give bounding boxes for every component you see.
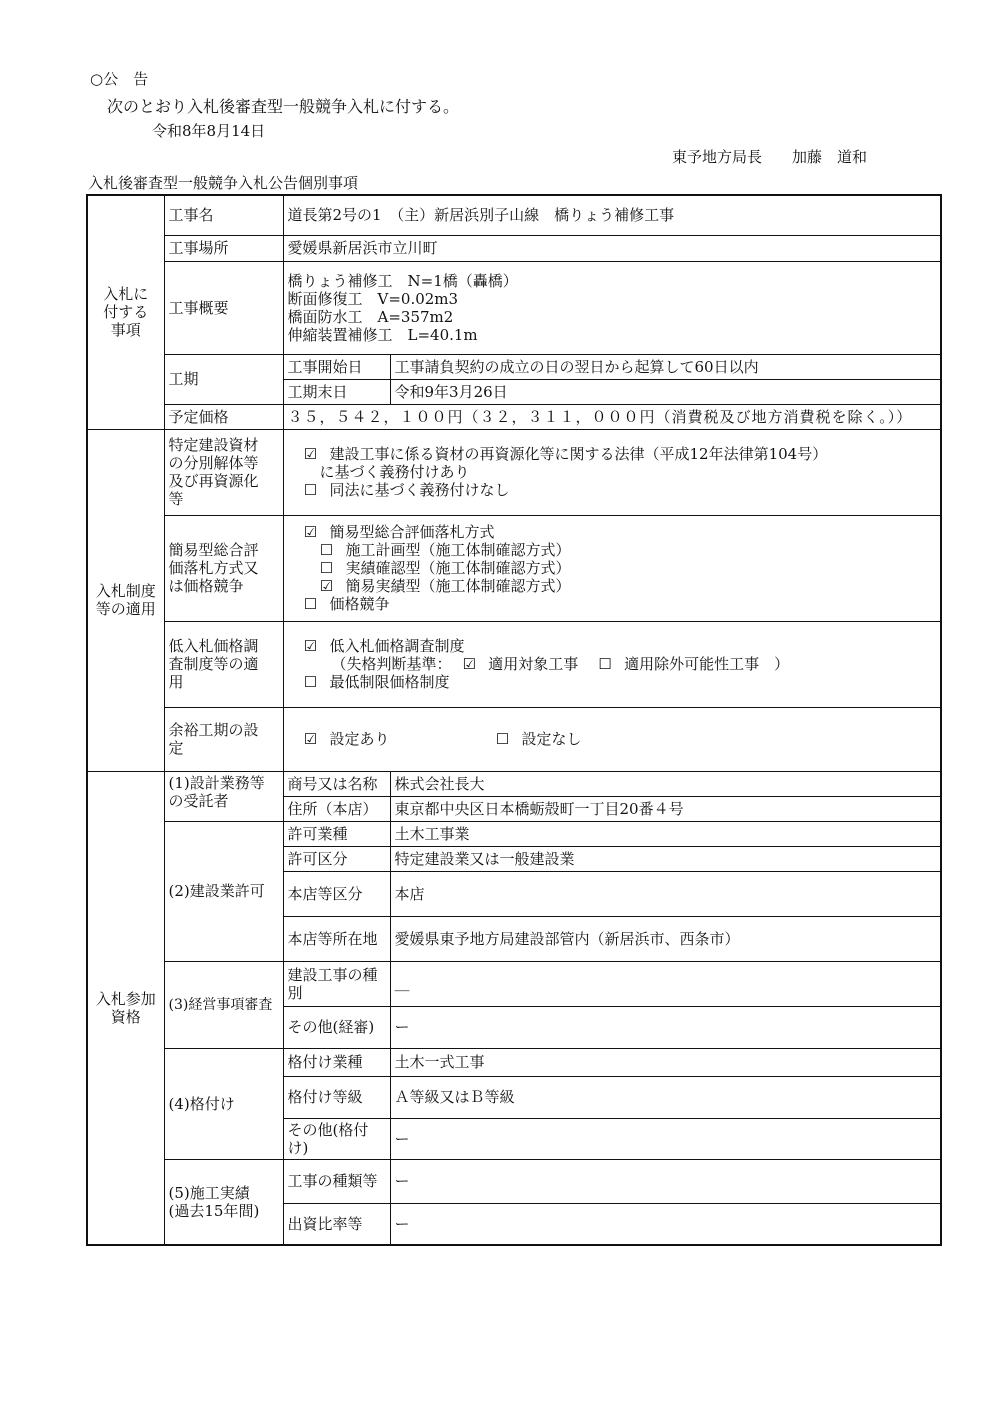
method-sub-1: 施工計画型（施工体制確認方式）	[345, 541, 571, 559]
category-bid-system: 入札制度 等の適用	[87, 429, 164, 771]
rank-type-label: 格付け業種	[283, 1048, 390, 1076]
end-value: 令和9年3月26日	[390, 379, 941, 404]
method-label: 簡易型総合評 価落札方式又 は価格競争	[164, 515, 283, 621]
checkbox-unchecked-icon: ☐	[319, 559, 334, 577]
license-type: 土木工事業	[390, 821, 941, 846]
office-class: 本店	[390, 871, 941, 916]
checkbox-checked-icon: ☑	[462, 655, 477, 673]
method-sub-2: 実績確認型（施工体制確認方式）	[345, 559, 571, 577]
record-ratio: ー	[390, 1203, 941, 1245]
license-type-label: 許可業種	[283, 821, 390, 846]
recycle-label: 特定建設資材 の分別解体等 及び再資源化 等	[164, 429, 283, 515]
checkbox-unchecked-icon: ☐	[495, 730, 510, 748]
work-name-label: 工事名	[164, 195, 283, 235]
license-class: 特定建設業又は一般建設業	[390, 846, 941, 871]
mgmt-label: (3)経営事項審査	[164, 961, 283, 1048]
mgmt-other: ー	[390, 1006, 941, 1048]
trade-name: 株式会社長大	[390, 771, 941, 796]
low-price-option-1: 低入札価格調査制度	[329, 637, 465, 655]
mgmt-type: ＿	[390, 961, 941, 1006]
notice-table	[86, 194, 942, 1246]
notice-mark: ○公 告	[90, 70, 149, 88]
checkbox-unchecked-icon: ☐	[303, 481, 318, 499]
office-location: 愛媛県東予地方局建設部管内（新居浜市、西条市）	[390, 916, 941, 961]
mgmt-other-label: その他(経審)	[283, 1006, 390, 1048]
low-price-options	[283, 621, 941, 707]
start-label: 工事開始日	[283, 354, 390, 379]
spare-option-2: 設定なし	[521, 730, 582, 748]
record-type: ー	[390, 1159, 941, 1203]
license-label: (2)建設業許可	[164, 821, 283, 961]
office-class-label: 本店等区分	[283, 871, 390, 916]
overview-label: 工事概要	[164, 261, 283, 354]
checkbox-checked-icon: ☑	[303, 730, 318, 748]
rank-other-label: その他(格付け)	[283, 1118, 390, 1159]
method-sub-3: 簡易実績型（施工体制確認方式）	[345, 577, 571, 595]
checkbox-unchecked-icon: ☐	[303, 673, 318, 691]
record-label: (5)施工実績 (過去15年間)	[164, 1159, 283, 1245]
address: 東京都中央区日本橋蛎殻町一丁目20番４号	[390, 796, 941, 821]
category-bid-items: 入札に 付する 事項	[87, 195, 164, 429]
work-name: 道長第2号の1 （主）新居浜別子山線 橋りょう補修工事	[283, 195, 941, 235]
checkbox-unchecked-icon: ☐	[598, 655, 612, 673]
signer: 東予地方局長 加藤 道和	[672, 148, 868, 166]
license-class-label: 許可区分	[283, 846, 390, 871]
notice-date: 令和8年8月14日	[152, 122, 266, 140]
office-location-label: 本店等所在地	[283, 916, 390, 961]
price-value: ３５，５４２，１００円（３２，３１１，０００円（消費税及び地方消費税を除く。））	[283, 404, 941, 429]
recycle-option-2: 同法に基づく義務付けなし	[329, 481, 510, 499]
rank-grade-label: 格付け等級	[283, 1076, 390, 1118]
location: 愛媛県新居浜市立川町	[283, 235, 941, 261]
start-value: 工事請負契約の成立の日の翌日から起算して60日以内	[390, 354, 941, 379]
recycle-option-1-cont: に基づく義務付けあり	[319, 463, 470, 481]
rank-other: ー	[390, 1118, 941, 1159]
spare-period-label: 余裕工期の設 定	[164, 707, 283, 771]
method-option-2: 価格競争	[329, 595, 390, 613]
record-ratio-label: 出資比率等	[283, 1203, 390, 1245]
intro-text: 次のとおり入札後審査型一般競争入札に付する。	[107, 97, 460, 116]
method-options	[283, 515, 941, 621]
location-label: 工事場所	[164, 235, 283, 261]
design-label: (1)設計業務等 の受託者	[164, 771, 283, 821]
low-criteria-a: 適用対象工事	[488, 655, 579, 673]
checkbox-unchecked-icon: ☐	[319, 541, 334, 559]
address-label: 住所（本店）	[283, 796, 390, 821]
record-type-label: 工事の種類等	[283, 1159, 390, 1203]
checkbox-checked-icon: ☑	[303, 523, 318, 541]
spare-option-1: 設定あり	[329, 730, 390, 748]
overview: 橋りょう補修工 N=1橋（轟橋） 断面修復工 V=0.02m3 橋面防水工 A=357m2 伸縮装置補修工 L=40.1m	[283, 261, 941, 354]
rank-type: 土木一式工事	[390, 1048, 941, 1076]
low-price-option-2: 最低制限価格制度	[329, 673, 450, 691]
rank-label: (4)格付け	[164, 1048, 283, 1159]
checkbox-checked-icon: ☑	[303, 445, 318, 463]
period-label: 工期	[164, 354, 283, 404]
price-label: 予定価格	[164, 404, 283, 429]
category-qualification: 入札参加 資格	[87, 771, 164, 1245]
recycle-option-1: 建設工事に係る資材の再資源化等に関する法律（平成12年法律第104号）	[329, 445, 828, 463]
checkbox-checked-icon: ☑	[319, 577, 334, 595]
checkbox-unchecked-icon: ☐	[303, 595, 318, 613]
method-option-1: 簡易型総合評価落札方式	[329, 523, 495, 541]
low-criteria-prefix: （失格判断基準：	[331, 655, 452, 673]
recycle-options	[283, 429, 941, 515]
mgmt-type-label: 建設工事の種 別	[283, 961, 390, 1006]
low-price-label: 低入札価格調 査制度等の適 用	[164, 621, 283, 707]
document-title: 入札後審査型一般競争入札公告個別事項	[88, 174, 359, 192]
rank-grade: Ａ等級又はＢ等級	[390, 1076, 941, 1118]
spare-period-options	[283, 707, 941, 771]
end-label: 工期末日	[283, 379, 390, 404]
checkbox-checked-icon: ☑	[303, 637, 318, 655]
low-criteria-b: 適用除外可能性工事 ）	[624, 655, 790, 673]
trade-name-label: 商号又は名称	[283, 771, 390, 796]
